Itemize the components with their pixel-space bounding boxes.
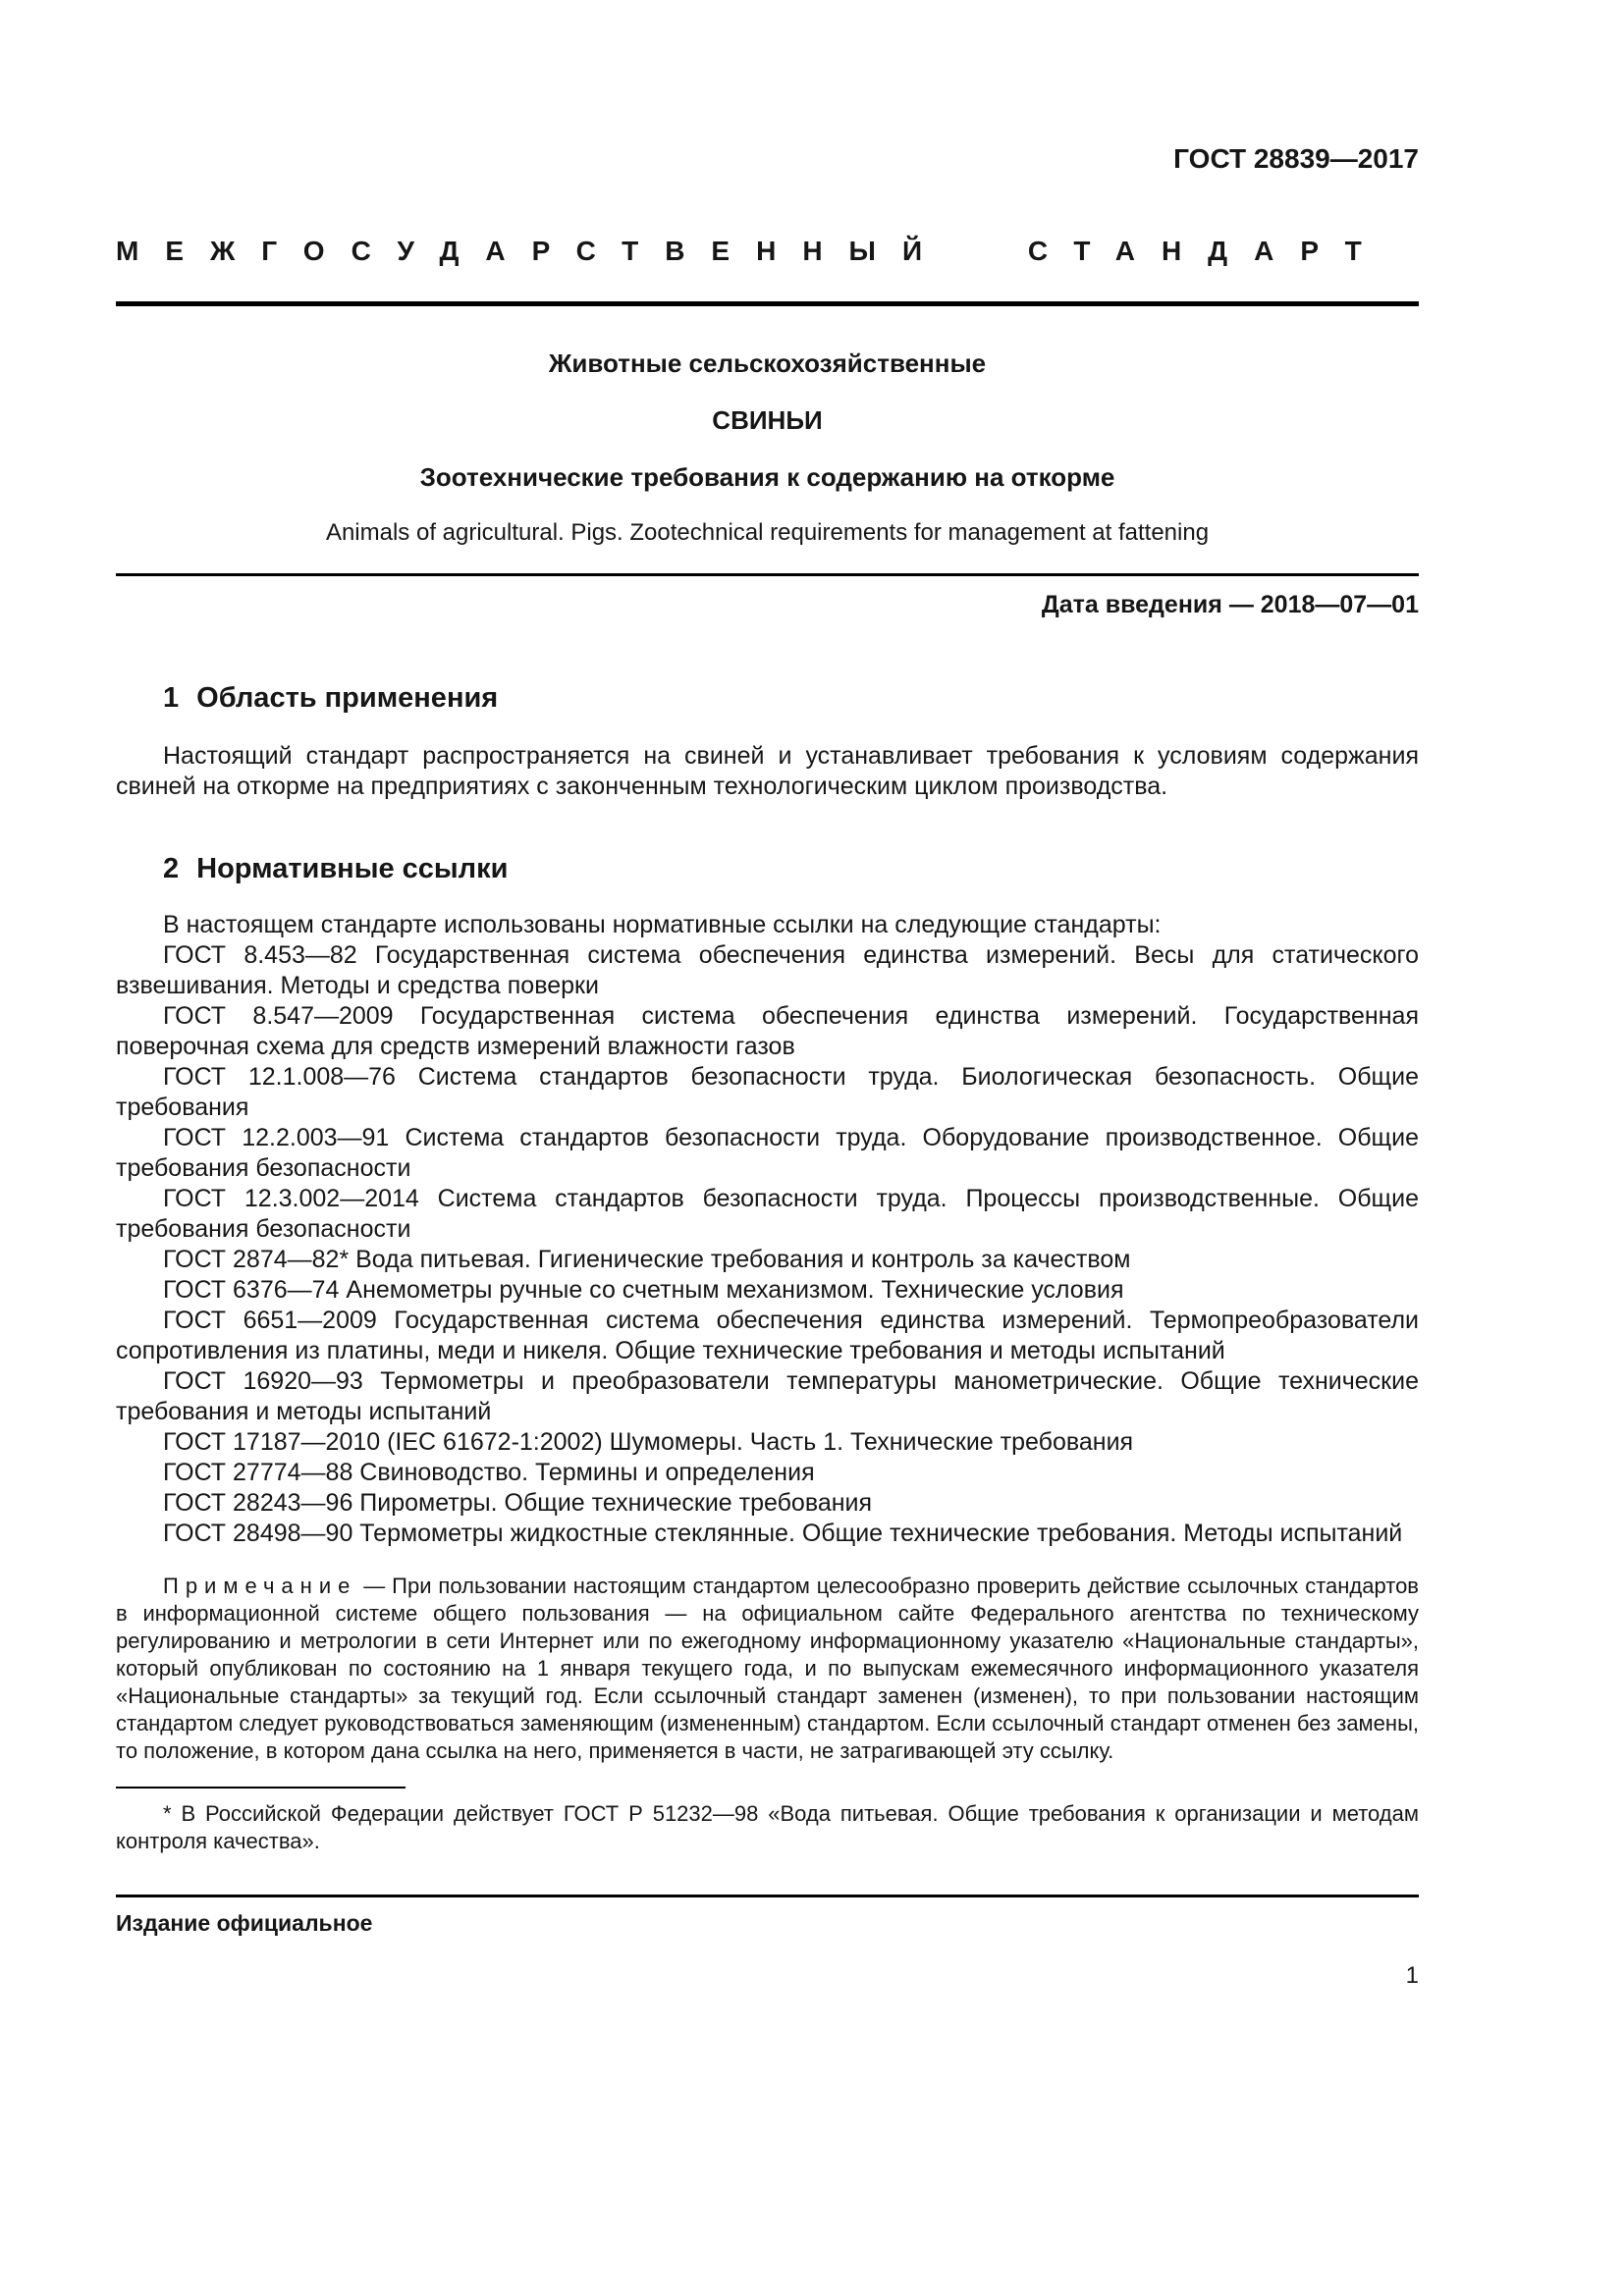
- title-subject: СВИНЬИ: [712, 405, 823, 435]
- reference-item: ГОСТ 28498—90 Термометры жидкостные стеклянные. Общие технические требования. Методы испытаний: [163, 1520, 1403, 1547]
- title-english: Animals of agricultural. Pigs. Zootechnical requirements for management at fattening: [325, 519, 1210, 546]
- title-group: Животные сельскохозяйственные: [548, 348, 987, 378]
- title-requirements: Зоотехнические требования к содержанию на откорме: [419, 462, 1115, 492]
- footnote-rule: [116, 1787, 406, 1789]
- doc-code: ГОСТ 28839—2017: [1173, 143, 1419, 174]
- section-1-paragraph: Настоящий стандарт распространяется на свиней и устанавливает требования к условиям содержания свиней на откорме на предприятиях с законченным технологическим циклом производства.: [116, 742, 1419, 800]
- reference-item: ГОСТ 16920—93 Термометры и преобразователи температуры манометрические. Общие технические требования и методы испытаний: [116, 1367, 1419, 1425]
- section-2-number: 2: [163, 853, 180, 884]
- title-rule: [116, 573, 1419, 576]
- reference-item: ГОСТ 8.453—82 Государственная система обеспечения единства измерений. Весы для статического взвешивания. Методы и средства поверки: [116, 941, 1419, 999]
- footer-rule: [116, 1895, 1419, 1897]
- effective-date: Дата введения — 2018—07—01: [1041, 591, 1419, 618]
- section-2-intro: В настоящем стандарте использованы нормативные ссылки на следующие стандарты:: [163, 911, 1162, 938]
- reference-item: ГОСТ 12.3.002—2014 Система стандартов безопасности труда. Процессы производственные. Общие требования безопасности: [116, 1185, 1419, 1243]
- reference-item: ГОСТ 6376—74 Анемометры ручные со счетным механизмом. Технические условия: [163, 1276, 1124, 1304]
- references-list: [116, 940, 1419, 1549]
- reference-item: ГОСТ 2874—82* Вода питьевая. Гигиенические требования и контроль за качеством: [163, 1246, 1131, 1273]
- note-label: Примечание: [163, 1574, 357, 1598]
- reference-item: ГОСТ 12.1.008—76 Система стандартов безопасности труда. Биологическая безопасность. Общие требования: [116, 1063, 1419, 1121]
- section-1-heading: [116, 680, 1419, 716]
- section-1-number: 1: [163, 682, 180, 714]
- edition-label: Издание официальное: [116, 1910, 373, 1936]
- reference-item: ГОСТ 6651—2009 Государственная система обеспечения единства измерений. Термопреобразователи сопротивления из платины, меди и никеля. Общие технические требования и методы испытаний: [116, 1307, 1419, 1364]
- section-2-title: Нормативные ссылки: [196, 853, 509, 884]
- page-number: 1: [1405, 1962, 1419, 1989]
- reference-item: ГОСТ 27774—88 Свиноводство. Термины и определения: [163, 1459, 815, 1486]
- footnote: * В Российской Федерации действует ГОСТ Р 51232—98 «Вода питьевая. Общие требования к организации и методам контроля качества».: [116, 1801, 1419, 1853]
- title-block: [116, 347, 1419, 548]
- note-text: — При пользовании настоящим стандартом целесообразно проверить действие ссылочных стандартов в информационной системе общего пользования — на официальном сайте Федерального агентства по техническому регулированию и метрологии в сети Интернет или по ежегодному информационному указателю «Национальные стандарты», который опубликован по состоянию на 1 января текущего года, и по выпускам ежемесячного информационного указателя «Национальные стандарты» за текущий год. Если ссылочный стандарт заменен (изменен), то при пользовании настоящим стандартом следует руководствоваться заменяющим (измененным) стандартом. Если ссылочный стандарт отменен без замены, то положение, в котором дана ссылка на него, применяется в части, не затрагивающей эту ссылку.: [116, 1574, 1419, 1763]
- reference-item: ГОСТ 12.2.003—91 Система стандартов безопасности труда. Оборудование производственное. Общие требования безопасности: [116, 1124, 1419, 1182]
- page-header: [116, 142, 1419, 306]
- reference-item: ГОСТ 17187—2010 (IEC 61672-1:2002) Шумомеры. Часть 1. Технические требования: [163, 1428, 1134, 1456]
- section-2-heading: [116, 851, 1419, 886]
- header-rule: [116, 301, 1419, 306]
- section-1-title: Область применения: [196, 682, 499, 714]
- note-paragraph: [116, 1573, 1419, 1765]
- doc-type-title: МЕЖГОСУДАРСТВЕННЫЙ СТАНДАРТ: [116, 236, 1388, 266]
- reference-item: ГОСТ 8.547—2009 Государственная система обеспечения единства измерений. Государственная поверочная схема для средств измерений влажности газов: [116, 1002, 1419, 1060]
- reference-item: ГОСТ 28243—96 Пирометры. Общие технические требования: [163, 1489, 873, 1517]
